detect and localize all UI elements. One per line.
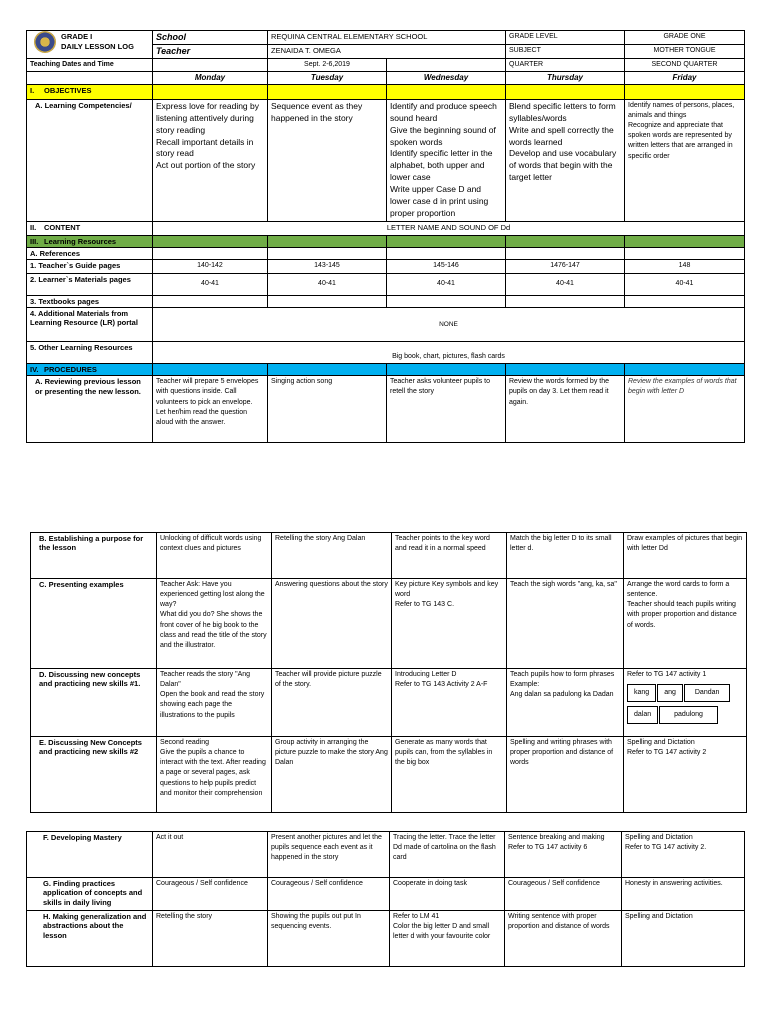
procedure-b-thursday: Match the big letter D to its small letter d.	[507, 533, 624, 579]
procedure-d-label: D. Discussing new concepts and practicing new skills #1.	[31, 669, 157, 737]
procedure-a-monday: Teacher will prepare 5 envelopes with questions inside. Call volunteers to pick an envelope. Let her/him read the question aloud with the answer.	[153, 376, 268, 443]
procedure-b-label: B. Establishing a purpose for the lesson	[31, 533, 157, 579]
teacher-value: ZENAIDA T. OMEGA	[268, 45, 506, 59]
day-header-monday: Monday	[153, 72, 268, 85]
additional-materials-value: NONE	[153, 307, 745, 341]
objectives-heading: I. OBJECTIVES	[27, 84, 153, 99]
grade-level-label: GRADE LEVEL	[506, 31, 625, 45]
log-title: DAILY LESSON LOG	[61, 42, 134, 52]
procedure-d-wednesday: Introducing Letter D Refer to TG 143 Activity 2 A-F	[392, 669, 507, 737]
procedure-e-tuesday: Group activity in arranging the picture puzzle to make the story Ang Dalan	[272, 737, 392, 813]
references-label: A. References	[27, 247, 153, 259]
procedure-h-tuesday: Showing the pupils out put In sequencing events.	[268, 911, 390, 967]
procedure-g-friday: Honesty in answering activities.	[622, 878, 745, 911]
competency-tuesday: Sequence event as they happened in the story	[268, 99, 387, 221]
word-card: ang	[657, 684, 683, 702]
procedure-a-label: A. Reviewing previous lesson or presenting the new lesson.	[27, 376, 153, 443]
procedure-f-wednesday: Tracing the letter. Trace the letter Dd made of cartolina on the flash card	[390, 832, 505, 878]
procedure-g-thursday: Courageous / Self confidence	[505, 878, 622, 911]
lm-pages-friday: 40-41	[625, 273, 745, 295]
tg-pages-thursday: 1476-147	[506, 260, 625, 273]
procedure-e-label: E. Discussing New Concepts and practicing new skills #2	[31, 737, 157, 813]
procedure-c-thursday: Teach the sigh words "ang, ka, sa"	[507, 579, 624, 669]
other-resources-label: 5. Other Learning Resources	[27, 341, 153, 363]
school-value: REQUINA CENTRAL ELEMENTARY SCHOOL	[268, 31, 506, 45]
procedure-a-wednesday: Teacher asks volunteer pupils to retell the story	[387, 376, 506, 443]
procedure-h-thursday: Writing sentence with proper proportion and distance of words	[505, 911, 622, 967]
lm-pages-label: 2. Learner`s Materials pages	[27, 273, 153, 295]
procedure-a-tuesday: Singing action song	[268, 376, 387, 443]
word-cards	[627, 680, 743, 702]
procedure-b-monday: Unlocking of difficult words using context clues and pictures	[157, 533, 272, 579]
tg-pages-wednesday: 145-146	[387, 260, 506, 273]
procedure-h-label: H. Making generalization and abstractions about the lesson	[27, 911, 153, 967]
competency-friday: Identify names of persons, places, animals and things Recognize and appreciate that spoken words are represented by written letters that are arranged in specific order	[625, 99, 745, 221]
procedure-d-friday	[624, 669, 747, 737]
tg-pages-monday: 140-142	[153, 260, 268, 273]
procedure-c-tuesday: Answering questions about the story	[272, 579, 392, 669]
lm-pages-monday: 40-41	[153, 273, 268, 295]
word-card: Dandan	[684, 684, 731, 702]
quarter-label: QUARTER	[506, 59, 625, 72]
subject-value: MOTHER TONGUE	[625, 45, 745, 59]
procedure-a-thursday: Review the words formed by the pupils on day 3. Let them read it again.	[506, 376, 625, 443]
procedure-b-wednesday: Teacher points to the key word and read it in a normal speed	[392, 533, 507, 579]
competencies-label: A. Learning Competencies/	[27, 99, 153, 221]
lesson-log-table-part3	[26, 831, 745, 967]
procedure-g-wednesday: Cooperate in doing task	[390, 878, 505, 911]
procedure-d-monday: Teacher reads the story "Ang Dalan" Open the book and read the story showing each page the illustrations to the pupils	[157, 669, 272, 737]
other-resources-value: Big book, chart, pictures, flash cards	[153, 341, 745, 363]
procedure-d-friday-text: Refer to TG 147 activity 1	[627, 671, 707, 678]
procedure-f-label: F. Developing Mastery	[27, 832, 153, 878]
procedure-c-monday: Teacher Ask: Have you experienced getting lost along the way? What did you do? She shows the front cover of he big book to the class and read the title of the story and the illustrator.	[157, 579, 272, 669]
procedure-g-tuesday: Courageous / Self confidence	[268, 878, 390, 911]
content-heading: II. CONTENT	[27, 221, 153, 235]
day-header-thursday: Thursday	[506, 72, 625, 85]
procedure-d-tuesday: Teacher will provide picture puzzle of the story.	[272, 669, 392, 737]
content-value: LETTER NAME AND SOUND OF Dd	[153, 221, 745, 235]
procedure-a-friday: Review the examples of words that begin with letter D	[625, 376, 745, 443]
teacher-label: Teacher	[153, 45, 268, 59]
resources-heading: III. Learning Resources	[27, 235, 153, 247]
tg-pages-label: 1. Teacher`s Guide pages	[27, 260, 153, 273]
lm-pages-wednesday: 40-41	[387, 273, 506, 295]
word-card: dalan	[627, 706, 658, 724]
additional-materials-label: 4. Additional Materials from Learning Resource (LR) portal	[27, 307, 153, 341]
word-card: kang	[627, 684, 656, 702]
procedure-b-tuesday: Retelling the story Ang Dalan	[272, 533, 392, 579]
lesson-log-table-part1	[26, 30, 745, 443]
word-card: padulong	[659, 706, 718, 724]
procedure-f-monday: Act it out	[153, 832, 268, 878]
tg-pages-friday: 148	[625, 260, 745, 273]
subject-label: SUBJECT	[506, 45, 625, 59]
lesson-log-table-part2	[30, 532, 747, 813]
lm-pages-tuesday: 40-41	[268, 273, 387, 295]
tg-pages-tuesday: 143-145	[268, 260, 387, 273]
competency-wednesday: Identify and produce speech sound heard Give the beginning sound of spoken words Identify specific letter in the alphabet, both upper and lower case Write upper Case D and lower case d in print using proper proportion	[387, 99, 506, 221]
procedure-c-label: C. Presenting examples	[31, 579, 157, 669]
procedure-h-friday: Spelling and Dictation	[622, 911, 745, 967]
procedure-c-friday: Arrange the word cards to form a sentence. Teacher should teach pupils writing with proper proportion and distance of words.	[624, 579, 747, 669]
procedure-f-tuesday: Present another pictures and let the pupils sequence each event as it happened in the story	[268, 832, 390, 878]
dates-value: Sept. 2-6,2019	[268, 59, 387, 72]
dates-label: Teaching Dates and Time	[27, 59, 153, 72]
lm-pages-thursday: 40-41	[506, 273, 625, 295]
procedure-c-wednesday: Key picture Key symbols and key word Refer to TG 143 C.	[392, 579, 507, 669]
quarter-value: SECOND QUARTER	[625, 59, 745, 72]
procedure-b-friday: Draw examples of pictures that begin with letter Dd	[624, 533, 747, 579]
school-label: School	[153, 31, 268, 45]
procedure-f-thursday: Sentence breaking and making Refer to TG 147 activity 6	[505, 832, 622, 878]
procedure-e-thursday: Spelling and writing phrases with proper proportion and distance of words	[507, 737, 624, 813]
day-header-wednesday: Wednesday	[387, 72, 506, 85]
procedure-h-monday: Retelling the story	[153, 911, 268, 967]
procedure-h-wednesday: Refer to LM 41 Color the big letter D and small letter d with your favourite color	[390, 911, 505, 967]
day-header-tuesday: Tuesday	[268, 72, 387, 85]
procedure-e-friday: Spelling and Dictation Refer to TG 147 activity 2	[624, 737, 747, 813]
competency-monday: Express love for reading by listening attentively during story reading Recall important details in story read Act out portion of the story	[153, 99, 268, 221]
procedures-heading: IV. PROCEDURES	[27, 363, 153, 375]
procedure-e-wednesday: Generate as many words that pupils can, from the syllables in the big box	[392, 737, 507, 813]
textbook-pages-label: 3. Textbooks pages	[27, 295, 153, 307]
procedure-g-monday: Courageous / Self confidence	[153, 878, 268, 911]
procedure-f-friday: Spelling and Dictation Refer to TG 147 activity 2.	[622, 832, 745, 878]
procedure-g-label: G. Finding practices application of concepts and skills in daily living	[27, 878, 153, 911]
grade-title: GRADE I	[61, 32, 93, 41]
grade-level-value: GRADE ONE	[625, 31, 745, 45]
procedure-e-monday: Second reading Give the pupils a chance to interact with the text. After reading a page or several pages, ask questions to help pupils predict and monitor their comprehension	[157, 737, 272, 813]
day-header-friday: Friday	[625, 72, 745, 85]
procedure-d-thursday: Teach pupils how to form phrases Example: Ang dalan sa padulong ka Dadan	[507, 669, 624, 737]
competency-thursday: Blend specific letters to form syllables/words Write and spell correctly the words learned Develop and use vocabulary of words that begin with the target letter	[506, 99, 625, 221]
